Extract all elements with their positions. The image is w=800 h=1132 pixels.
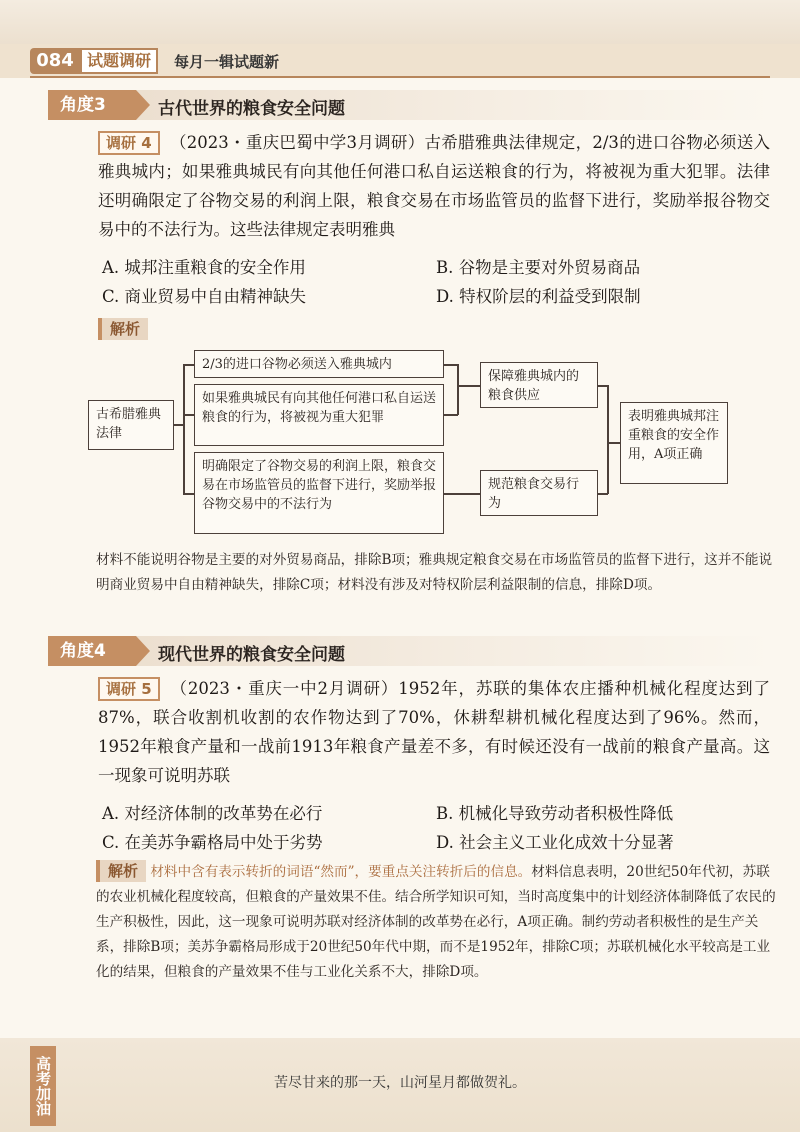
connector (607, 442, 620, 444)
connector (183, 364, 185, 494)
connector (607, 385, 609, 494)
footer-side-label: 高考加油 (30, 1046, 56, 1126)
option-a: A. 对经济体制的改革势在必行 (102, 804, 323, 823)
option-b: B. 谷物是主要对外贸易商品 (436, 258, 641, 277)
question-4 (98, 128, 770, 244)
angle3-tag: 角度3 (48, 90, 136, 120)
analysis-2 (96, 860, 776, 985)
connector (183, 414, 194, 416)
footer-quote: 苦尽甘来的那一天，山河星月都做贺礼。 (274, 1075, 526, 1091)
option-d: D. 特权阶层的利益受到限制 (436, 287, 641, 306)
connector (444, 414, 458, 416)
question-5-text: （2023・重庆一中2月调研）1952年，苏联的集体农庄播种机械化程度达到了87%，联合收割机收割的农作物达到了70%，休耕犁耕机械化程度达到了96%。然而，1952年粮食产量和一战前1913年粮食产量差不多，有时候还没有一战前的粮食产量高。这一现象可说明苏联 (98, 679, 770, 785)
question-5-label: 调研 5 (98, 677, 160, 701)
connector (444, 493, 480, 495)
question-5 (98, 674, 770, 790)
option-d: D. 社会主义工业化成效十分显著 (436, 833, 674, 852)
angle4-banner (48, 636, 770, 666)
question-4-label: 调研 4 (98, 131, 160, 155)
diagram-law-2: 如果雅典城民有向其他任何港口私自运送粮食的行为，将被视为重大犯罪 (194, 384, 444, 446)
analysis-label-2: 解析 (96, 860, 146, 882)
diagram-law-1: 2/3的进口谷物必须送入雅典城内 (194, 350, 444, 378)
diagram-law-3: 明确限定了谷物交易的利润上限，粮食交易在市场监管员的监督下进行，奖励举报谷物交易中的不法行为 (194, 452, 444, 534)
analysis-hint: 材料中含有表示转折的词语“然而”，要重点关注转折后的信息。 (150, 864, 532, 880)
analysis-text: 材料信息表明，20世纪50年代初，苏联的农业机械化程度较高，但粮食的产量效果不佳。结合所学知识可知，当时高度集中的计划经济体制降低了农民的生产积极性，因此，这一现象可说明苏联对经济体制的改革势在必行，A项正确。制约劳动者积极性的是生产关系，排除B项；美苏争霸格局形成于20世纪50年代中期，而不是1952年，排除C项；苏联机械化水平较高是工业化的结果，但粮食的产量效果不佳与工业化关系不大，排除D项。 (96, 864, 776, 980)
diagram-conclusion: 表明雅典城邦注重粮食的安全作用，A项正确 (620, 402, 728, 484)
diagram-root: 古希腊雅典法律 (88, 400, 174, 450)
diagram-effect-2: 规范粮食交易行为 (480, 470, 598, 516)
option-c: C. 在美苏争霸格局中处于劣势 (102, 833, 323, 852)
connector (457, 385, 480, 387)
option-c: C. 商业贸易中自由精神缺失 (102, 287, 307, 306)
analysis-note-1: 材料不能说明谷物是主要的对外贸易商品，排除B项；雅典规定粮食交易在市场监管员的监督下进行，这并不能说明商业贸易中自由精神缺失，排除C项；材料没有涉及对特权阶层利益限制的信息，排除D项。 (96, 552, 773, 593)
connector (183, 364, 194, 366)
option-a: A. 城邦注重粮食的安全作用 (102, 258, 306, 277)
connector (444, 364, 458, 366)
angle3-title: 古代世界的粮食安全问题 (158, 99, 345, 119)
header-top-band (0, 0, 800, 44)
connector (457, 364, 459, 415)
header-subtitle: 每月一辑试题新 (174, 53, 280, 71)
option-b: B. 机械化导致劳动者积极性降低 (436, 804, 674, 823)
analysis-label-1: 解析 (98, 318, 148, 340)
section-tag: 试题调研 (80, 48, 158, 74)
question-4-text: （2023・重庆巴蜀中学3月调研）古希腊雅典法律规定，2/3的进口谷物必须送入雅典城内；如果雅典城民有向其他任何港口私自运送粮食的行为，将被视为重大犯罪。法律还明确限定了谷物交易的利润上限，粮食交易在市场监管员的监督下进行，奖励举报谷物交易中的不法行为。这些法律规定表明雅典 (98, 133, 770, 239)
angle3-banner (48, 90, 770, 120)
angle4-tag: 角度4 (48, 636, 136, 666)
connector (183, 493, 194, 495)
diagram-effect-1: 保障雅典城内的粮食供应 (480, 362, 598, 408)
angle4-title: 现代世界的粮食安全问题 (158, 645, 345, 665)
header-divider (30, 76, 770, 78)
page-number: 084 (30, 48, 80, 74)
